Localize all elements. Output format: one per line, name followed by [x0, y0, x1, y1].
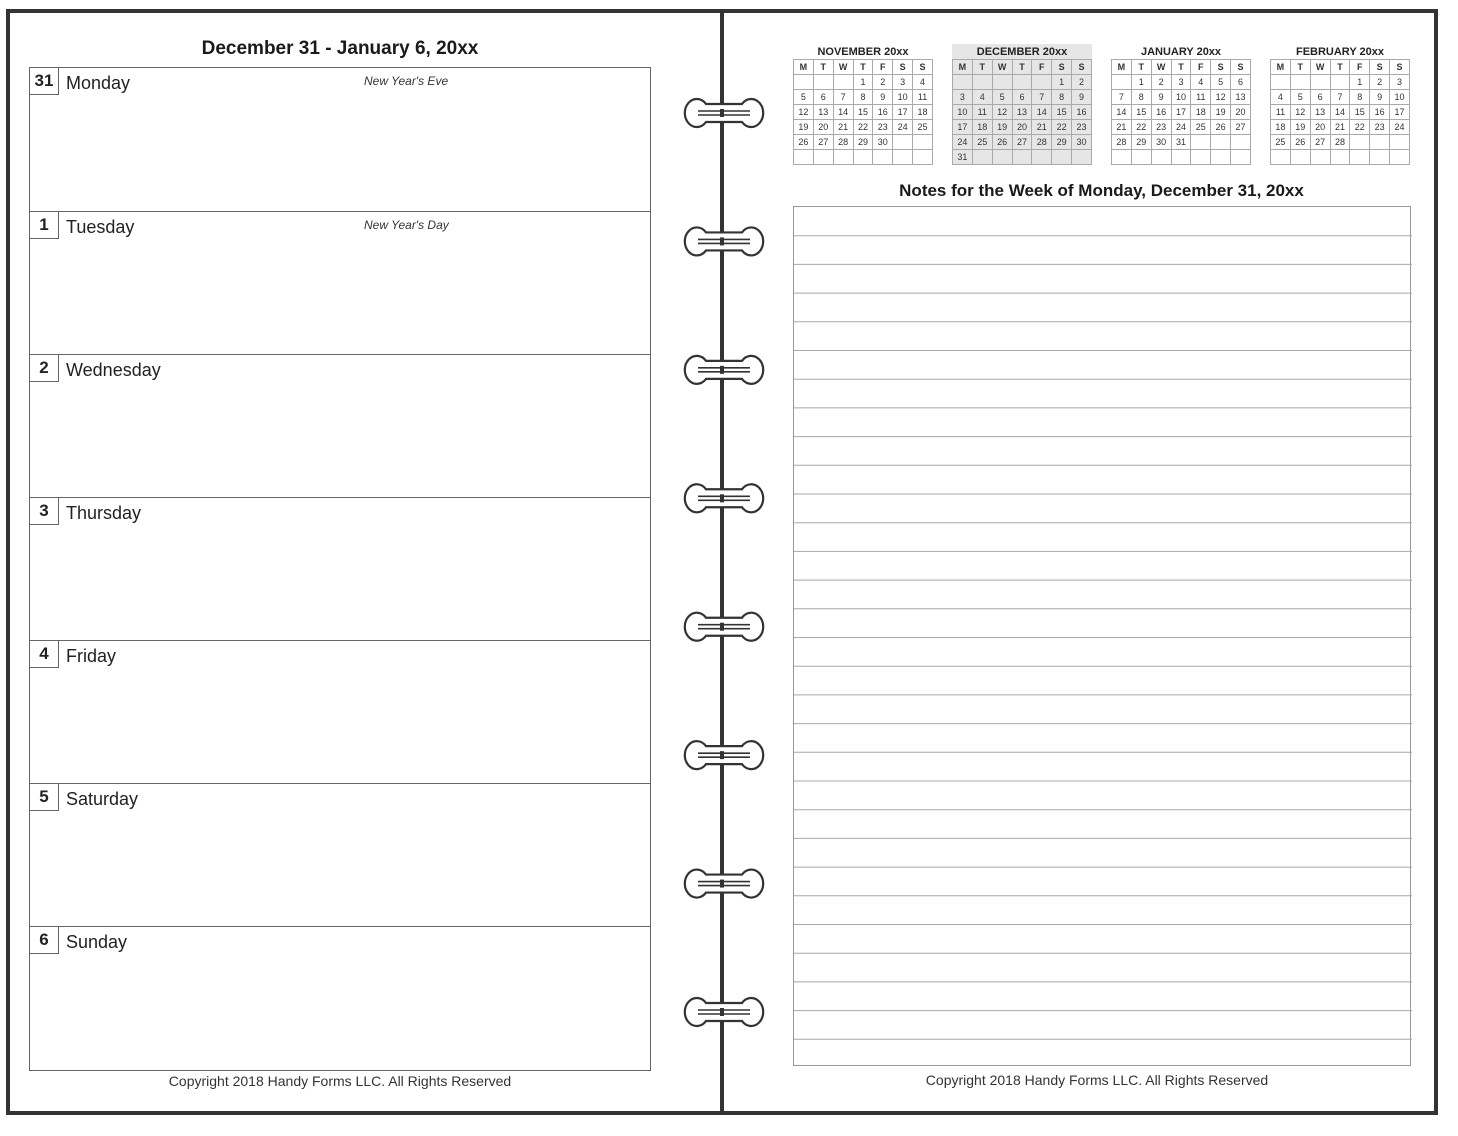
- calendar-day: 27: [813, 135, 833, 150]
- day-block-friday[interactable]: [30, 641, 650, 784]
- day-name: Friday: [66, 646, 117, 666]
- calendar-day: 7: [833, 90, 853, 105]
- calendar-day: [1370, 150, 1390, 165]
- calendar-day: 5: [1211, 75, 1231, 90]
- day-name: Thursday: [66, 503, 142, 523]
- weekday-header: F: [1191, 60, 1211, 75]
- weekday-header: S: [1072, 60, 1092, 75]
- calendar-day: [972, 75, 992, 90]
- calendar-day: 4: [913, 75, 933, 90]
- day-block-wednesday[interactable]: [30, 355, 650, 498]
- weekday-header: T: [813, 60, 833, 75]
- calendar-day: [1191, 150, 1211, 165]
- calendar-day: 18: [972, 120, 992, 135]
- week-row: [1271, 90, 1410, 105]
- calendar-day: 26: [1211, 120, 1231, 135]
- calendar-day: [1032, 150, 1052, 165]
- calendar-day: 18: [1271, 120, 1291, 135]
- binder-ring-icon: [685, 870, 763, 898]
- calendar-day: [794, 150, 814, 165]
- calendar-day: [794, 75, 814, 90]
- calendar-day: 11: [913, 90, 933, 105]
- day-name: Saturday: [66, 789, 139, 809]
- calendar-day: 12: [1211, 90, 1231, 105]
- weekday-header: T: [1171, 60, 1191, 75]
- weekday-header: M: [953, 60, 973, 75]
- day-number: 2: [30, 355, 59, 382]
- mini-calendar-grid: [793, 59, 933, 165]
- week-row: [953, 150, 1092, 165]
- calendar-day: [833, 150, 853, 165]
- calendar-day: 25: [1191, 120, 1211, 135]
- calendar-day: 19: [1290, 120, 1310, 135]
- calendar-day: [813, 150, 833, 165]
- calendar-day: 28: [1330, 135, 1350, 150]
- binder-ring-icon: [685, 484, 763, 512]
- calendar-day: 29: [1131, 135, 1151, 150]
- calendar-day: 24: [1171, 120, 1191, 135]
- calendar-day: [833, 75, 853, 90]
- calendar-day: [1191, 135, 1211, 150]
- weekday-header: W: [1310, 60, 1330, 75]
- day-block-thursday[interactable]: [30, 498, 650, 641]
- weekday-header: S: [913, 60, 933, 75]
- weekday-header: T: [1330, 60, 1350, 75]
- calendar-day: [893, 135, 913, 150]
- day-name: Tuesday: [66, 217, 135, 237]
- week-row: [1112, 135, 1251, 150]
- calendar-day: 22: [1052, 120, 1072, 135]
- day-block-sunday[interactable]: [30, 927, 650, 1070]
- week-title: December 31 - January 6, 20xx: [201, 38, 479, 59]
- calendar-day: 11: [1191, 90, 1211, 105]
- calendar-day: 31: [1171, 135, 1191, 150]
- weekday-header: W: [1151, 60, 1171, 75]
- calendar-day: 15: [853, 105, 873, 120]
- weekday-header: M: [1112, 60, 1132, 75]
- calendar-day: 17: [1171, 105, 1191, 120]
- weekday-header: M: [1271, 60, 1291, 75]
- calendar-day: 15: [1131, 105, 1151, 120]
- weekday-header: T: [1131, 60, 1151, 75]
- weekday-header: T: [1290, 60, 1310, 75]
- weekday-header: S: [1231, 60, 1251, 75]
- calendar-day: 19: [794, 120, 814, 135]
- calendar-day: 19: [992, 120, 1012, 135]
- binder-ring-icon: [685, 613, 763, 641]
- calendar-day: 8: [853, 90, 873, 105]
- calendar-day: 12: [794, 105, 814, 120]
- calendar-day: 4: [1191, 75, 1211, 90]
- calendar-day: 2: [1370, 75, 1390, 90]
- calendar-day: 3: [1390, 75, 1410, 90]
- weekday-header: S: [893, 60, 913, 75]
- calendar-day: 16: [873, 105, 893, 120]
- day-name: Wednesday: [66, 360, 161, 380]
- calendar-day: 5: [992, 90, 1012, 105]
- calendar-day: 9: [873, 90, 893, 105]
- calendar-day: 13: [1012, 105, 1032, 120]
- calendar-day: [953, 75, 973, 90]
- day-block-tuesday[interactable]: [30, 212, 650, 355]
- calendar-day: 17: [1390, 105, 1410, 120]
- calendar-day: [1310, 75, 1330, 90]
- binder-ring-icon: [685, 99, 763, 127]
- day-list: [29, 67, 651, 1071]
- calendar-day: [1012, 150, 1032, 165]
- calendar-day: 6: [1012, 90, 1032, 105]
- calendar-day: 31: [953, 150, 973, 165]
- mini-calendar-grid: [1270, 59, 1410, 165]
- week-row: [794, 90, 933, 105]
- calendar-day: 26: [1290, 135, 1310, 150]
- binder-ring-icon: [685, 741, 763, 769]
- calendar-day: 30: [873, 135, 893, 150]
- calendar-day: [1131, 150, 1151, 165]
- calendar-day: [893, 150, 913, 165]
- calendar-day: 7: [1032, 90, 1052, 105]
- mini-calendar-february: [1270, 44, 1410, 165]
- calendar-day: [1290, 150, 1310, 165]
- notes-area[interactable]: [793, 206, 1411, 1066]
- calendar-day: 15: [1350, 105, 1370, 120]
- calendar-day: [1350, 150, 1370, 165]
- calendar-day: 11: [1271, 105, 1291, 120]
- week-row: [953, 120, 1092, 135]
- calendar-day: [1271, 150, 1291, 165]
- calendar-day: 25: [972, 135, 992, 150]
- week-row: [1112, 120, 1251, 135]
- calendar-day: 18: [913, 105, 933, 120]
- day-block-saturday[interactable]: [30, 784, 650, 927]
- calendar-day: 23: [873, 120, 893, 135]
- calendar-day: [1390, 150, 1410, 165]
- day-number: 1: [30, 212, 59, 239]
- calendar-day: 15: [1052, 105, 1072, 120]
- weekday-header: T: [972, 60, 992, 75]
- calendar-day: 29: [853, 135, 873, 150]
- weekday-header: F: [1032, 60, 1052, 75]
- day-block-monday[interactable]: [30, 68, 650, 212]
- calendar-day: 30: [1072, 135, 1092, 150]
- mini-calendar-grid: [952, 59, 1092, 165]
- calendar-day: 27: [1310, 135, 1330, 150]
- calendar-day: 6: [1231, 75, 1251, 90]
- calendar-day: 8: [1350, 90, 1370, 105]
- notes-lines: [794, 207, 1412, 1067]
- calendar-day: 20: [1310, 120, 1330, 135]
- calendar-day: [1350, 135, 1370, 150]
- calendar-day: [1211, 135, 1231, 150]
- notes-title: Notes for the Week of Monday, December 31, 20xx: [899, 181, 1304, 200]
- calendar-day: 8: [1052, 90, 1072, 105]
- day-name: Monday: [66, 73, 131, 93]
- calendar-day: 22: [853, 120, 873, 135]
- calendar-day: 13: [1310, 105, 1330, 120]
- calendar-day: 18: [1191, 105, 1211, 120]
- calendar-day: 12: [1290, 105, 1310, 120]
- day-number: 6: [30, 927, 59, 954]
- calendar-day: 5: [1290, 90, 1310, 105]
- week-row: [1112, 105, 1251, 120]
- calendar-day: [1231, 150, 1251, 165]
- calendar-day: 10: [953, 105, 973, 120]
- weekday-header: F: [1350, 60, 1370, 75]
- calendar-day: [1231, 135, 1251, 150]
- week-row: [1271, 150, 1410, 165]
- calendar-day: 24: [953, 135, 973, 150]
- calendar-day: [972, 150, 992, 165]
- calendar-day: [853, 150, 873, 165]
- calendar-day: [1052, 150, 1072, 165]
- day-number: 5: [30, 784, 59, 811]
- calendar-day: 21: [833, 120, 853, 135]
- calendar-day: 4: [972, 90, 992, 105]
- weekday-header: W: [833, 60, 853, 75]
- day-name: Sunday: [66, 932, 128, 952]
- calendar-day: [813, 75, 833, 90]
- week-row: [1271, 75, 1410, 90]
- calendar-day: 23: [1151, 120, 1171, 135]
- week-row: [1112, 90, 1251, 105]
- weekday-header-row: [953, 60, 1092, 75]
- mini-calendar-january: [1111, 44, 1251, 165]
- calendar-day: [873, 150, 893, 165]
- calendar-day: 20: [813, 120, 833, 135]
- calendar-day: 30: [1151, 135, 1171, 150]
- calendar-day: 28: [833, 135, 853, 150]
- binder-rings: [672, 0, 776, 1136]
- calendar-day: 23: [1370, 120, 1390, 135]
- binder-ring-icon: [685, 998, 763, 1026]
- mini-calendar-title: FEBRUARY 20xx: [1295, 46, 1385, 58]
- calendar-day: [1151, 150, 1171, 165]
- week-row: [953, 90, 1092, 105]
- calendar-day: 9: [1072, 90, 1092, 105]
- week-row: [794, 150, 933, 165]
- weekday-header: S: [1390, 60, 1410, 75]
- calendar-day: 25: [913, 120, 933, 135]
- calendar-day: [1330, 75, 1350, 90]
- calendar-day: 17: [953, 120, 973, 135]
- calendar-day: [1072, 150, 1092, 165]
- calendar-day: 8: [1131, 90, 1151, 105]
- calendar-day: 16: [1072, 105, 1092, 120]
- mini-calendar-title: NOVEMBER 20xx: [817, 46, 909, 58]
- calendar-day: 28: [1032, 135, 1052, 150]
- week-row: [953, 135, 1092, 150]
- calendar-day: [913, 150, 933, 165]
- calendar-day: 14: [1330, 105, 1350, 120]
- calendar-day: 20: [1231, 105, 1251, 120]
- week-row: [794, 105, 933, 120]
- calendar-day: [1390, 135, 1410, 150]
- week-row: [1271, 105, 1410, 120]
- weekday-header-row: [1112, 60, 1251, 75]
- week-row: [1271, 120, 1410, 135]
- calendar-day: 4: [1271, 90, 1291, 105]
- calendar-day: 21: [1112, 120, 1132, 135]
- calendar-day: [1330, 150, 1350, 165]
- day-number: 4: [30, 641, 59, 668]
- calendar-day: 27: [1012, 135, 1032, 150]
- calendar-day: 3: [953, 90, 973, 105]
- calendar-day: 16: [1151, 105, 1171, 120]
- calendar-day: 10: [1171, 90, 1191, 105]
- calendar-day: 13: [1231, 90, 1251, 105]
- week-row: [953, 75, 1092, 90]
- week-row: [1112, 150, 1251, 165]
- calendar-day: 24: [1390, 120, 1410, 135]
- calendar-day: [992, 75, 1012, 90]
- calendar-day: [1032, 75, 1052, 90]
- binder-ring-icon: [685, 356, 763, 384]
- calendar-day: 22: [1131, 120, 1151, 135]
- calendar-day: [1171, 150, 1191, 165]
- weekday-header: S: [1370, 60, 1390, 75]
- calendar-day: 22: [1350, 120, 1370, 135]
- left-copyright: Copyright 2018 Handy Forms LLC. All Rights Reserved: [168, 1073, 512, 1089]
- calendar-day: 13: [813, 105, 833, 120]
- calendar-day: 10: [1390, 90, 1410, 105]
- calendar-day: 6: [813, 90, 833, 105]
- calendar-day: 25: [1271, 135, 1291, 150]
- day-number: 31: [30, 68, 59, 95]
- calendar-day: [1211, 150, 1231, 165]
- calendar-day: 28: [1112, 135, 1132, 150]
- calendar-day: 14: [1032, 105, 1052, 120]
- calendar-day: 27: [1231, 120, 1251, 135]
- calendar-day: [1112, 150, 1132, 165]
- calendar-day: 1: [1052, 75, 1072, 90]
- weekday-header: S: [1211, 60, 1231, 75]
- weekday-header-row: [794, 60, 933, 75]
- weekday-header: T: [853, 60, 873, 75]
- calendar-day: [1370, 135, 1390, 150]
- calendar-day: [913, 135, 933, 150]
- calendar-day: 1: [853, 75, 873, 90]
- calendar-day: 2: [1151, 75, 1171, 90]
- calendar-day: 7: [1112, 90, 1132, 105]
- weekday-header: S: [1052, 60, 1072, 75]
- day-number: 3: [30, 498, 59, 525]
- mini-calendar-december: [952, 44, 1092, 165]
- calendar-day: 29: [1052, 135, 1072, 150]
- mini-calendar-grid: [1111, 59, 1251, 165]
- calendar-day: 1: [1350, 75, 1370, 90]
- calendar-day: 1: [1131, 75, 1151, 90]
- calendar-day: 21: [1330, 120, 1350, 135]
- weekday-header: F: [873, 60, 893, 75]
- calendar-day: 20: [1012, 120, 1032, 135]
- holiday-note: New Year's Eve: [364, 74, 449, 88]
- calendar-day: 6: [1310, 90, 1330, 105]
- calendar-day: 2: [873, 75, 893, 90]
- mini-calendar-title: JANUARY 20xx: [1140, 46, 1222, 58]
- calendar-day: 2: [1072, 75, 1092, 90]
- calendar-day: 24: [893, 120, 913, 135]
- weekday-header: M: [794, 60, 814, 75]
- week-row: [794, 120, 933, 135]
- calendar-day: 10: [893, 90, 913, 105]
- calendar-day: 11: [972, 105, 992, 120]
- calendar-day: 12: [992, 105, 1012, 120]
- week-row: [1112, 75, 1251, 90]
- calendar-day: 7: [1330, 90, 1350, 105]
- calendar-day: 3: [1171, 75, 1191, 90]
- calendar-day: [992, 150, 1012, 165]
- calendar-day: [1112, 75, 1132, 90]
- weekday-header: T: [1012, 60, 1032, 75]
- calendar-day: [1271, 75, 1291, 90]
- calendar-day: 17: [893, 105, 913, 120]
- calendar-day: [1012, 75, 1032, 90]
- calendar-day: 9: [1370, 90, 1390, 105]
- weekday-header-row: [1271, 60, 1410, 75]
- calendar-day: [1290, 75, 1310, 90]
- holiday-note: New Year's Day: [364, 218, 449, 232]
- calendar-day: 14: [833, 105, 853, 120]
- calendar-day: 23: [1072, 120, 1092, 135]
- calendar-day: 19: [1211, 105, 1231, 120]
- weekday-header: W: [992, 60, 1012, 75]
- calendar-day: 26: [992, 135, 1012, 150]
- calendar-day: 9: [1151, 90, 1171, 105]
- mini-calendar-title: DECEMBER 20xx: [952, 44, 1092, 59]
- week-row: [1271, 135, 1410, 150]
- calendar-day: 3: [893, 75, 913, 90]
- week-row: [794, 135, 933, 150]
- right-copyright: Copyright 2018 Handy Forms LLC. All Rights Reserved: [925, 1072, 1269, 1088]
- calendar-day: 14: [1112, 105, 1132, 120]
- calendar-day: 16: [1370, 105, 1390, 120]
- week-row: [794, 75, 933, 90]
- calendar-day: 5: [794, 90, 814, 105]
- week-row: [953, 105, 1092, 120]
- mini-calendar-november: [793, 44, 933, 165]
- calendar-day: 21: [1032, 120, 1052, 135]
- calendar-day: 26: [794, 135, 814, 150]
- calendar-day: [1310, 150, 1330, 165]
- binder-ring-icon: [685, 227, 763, 255]
